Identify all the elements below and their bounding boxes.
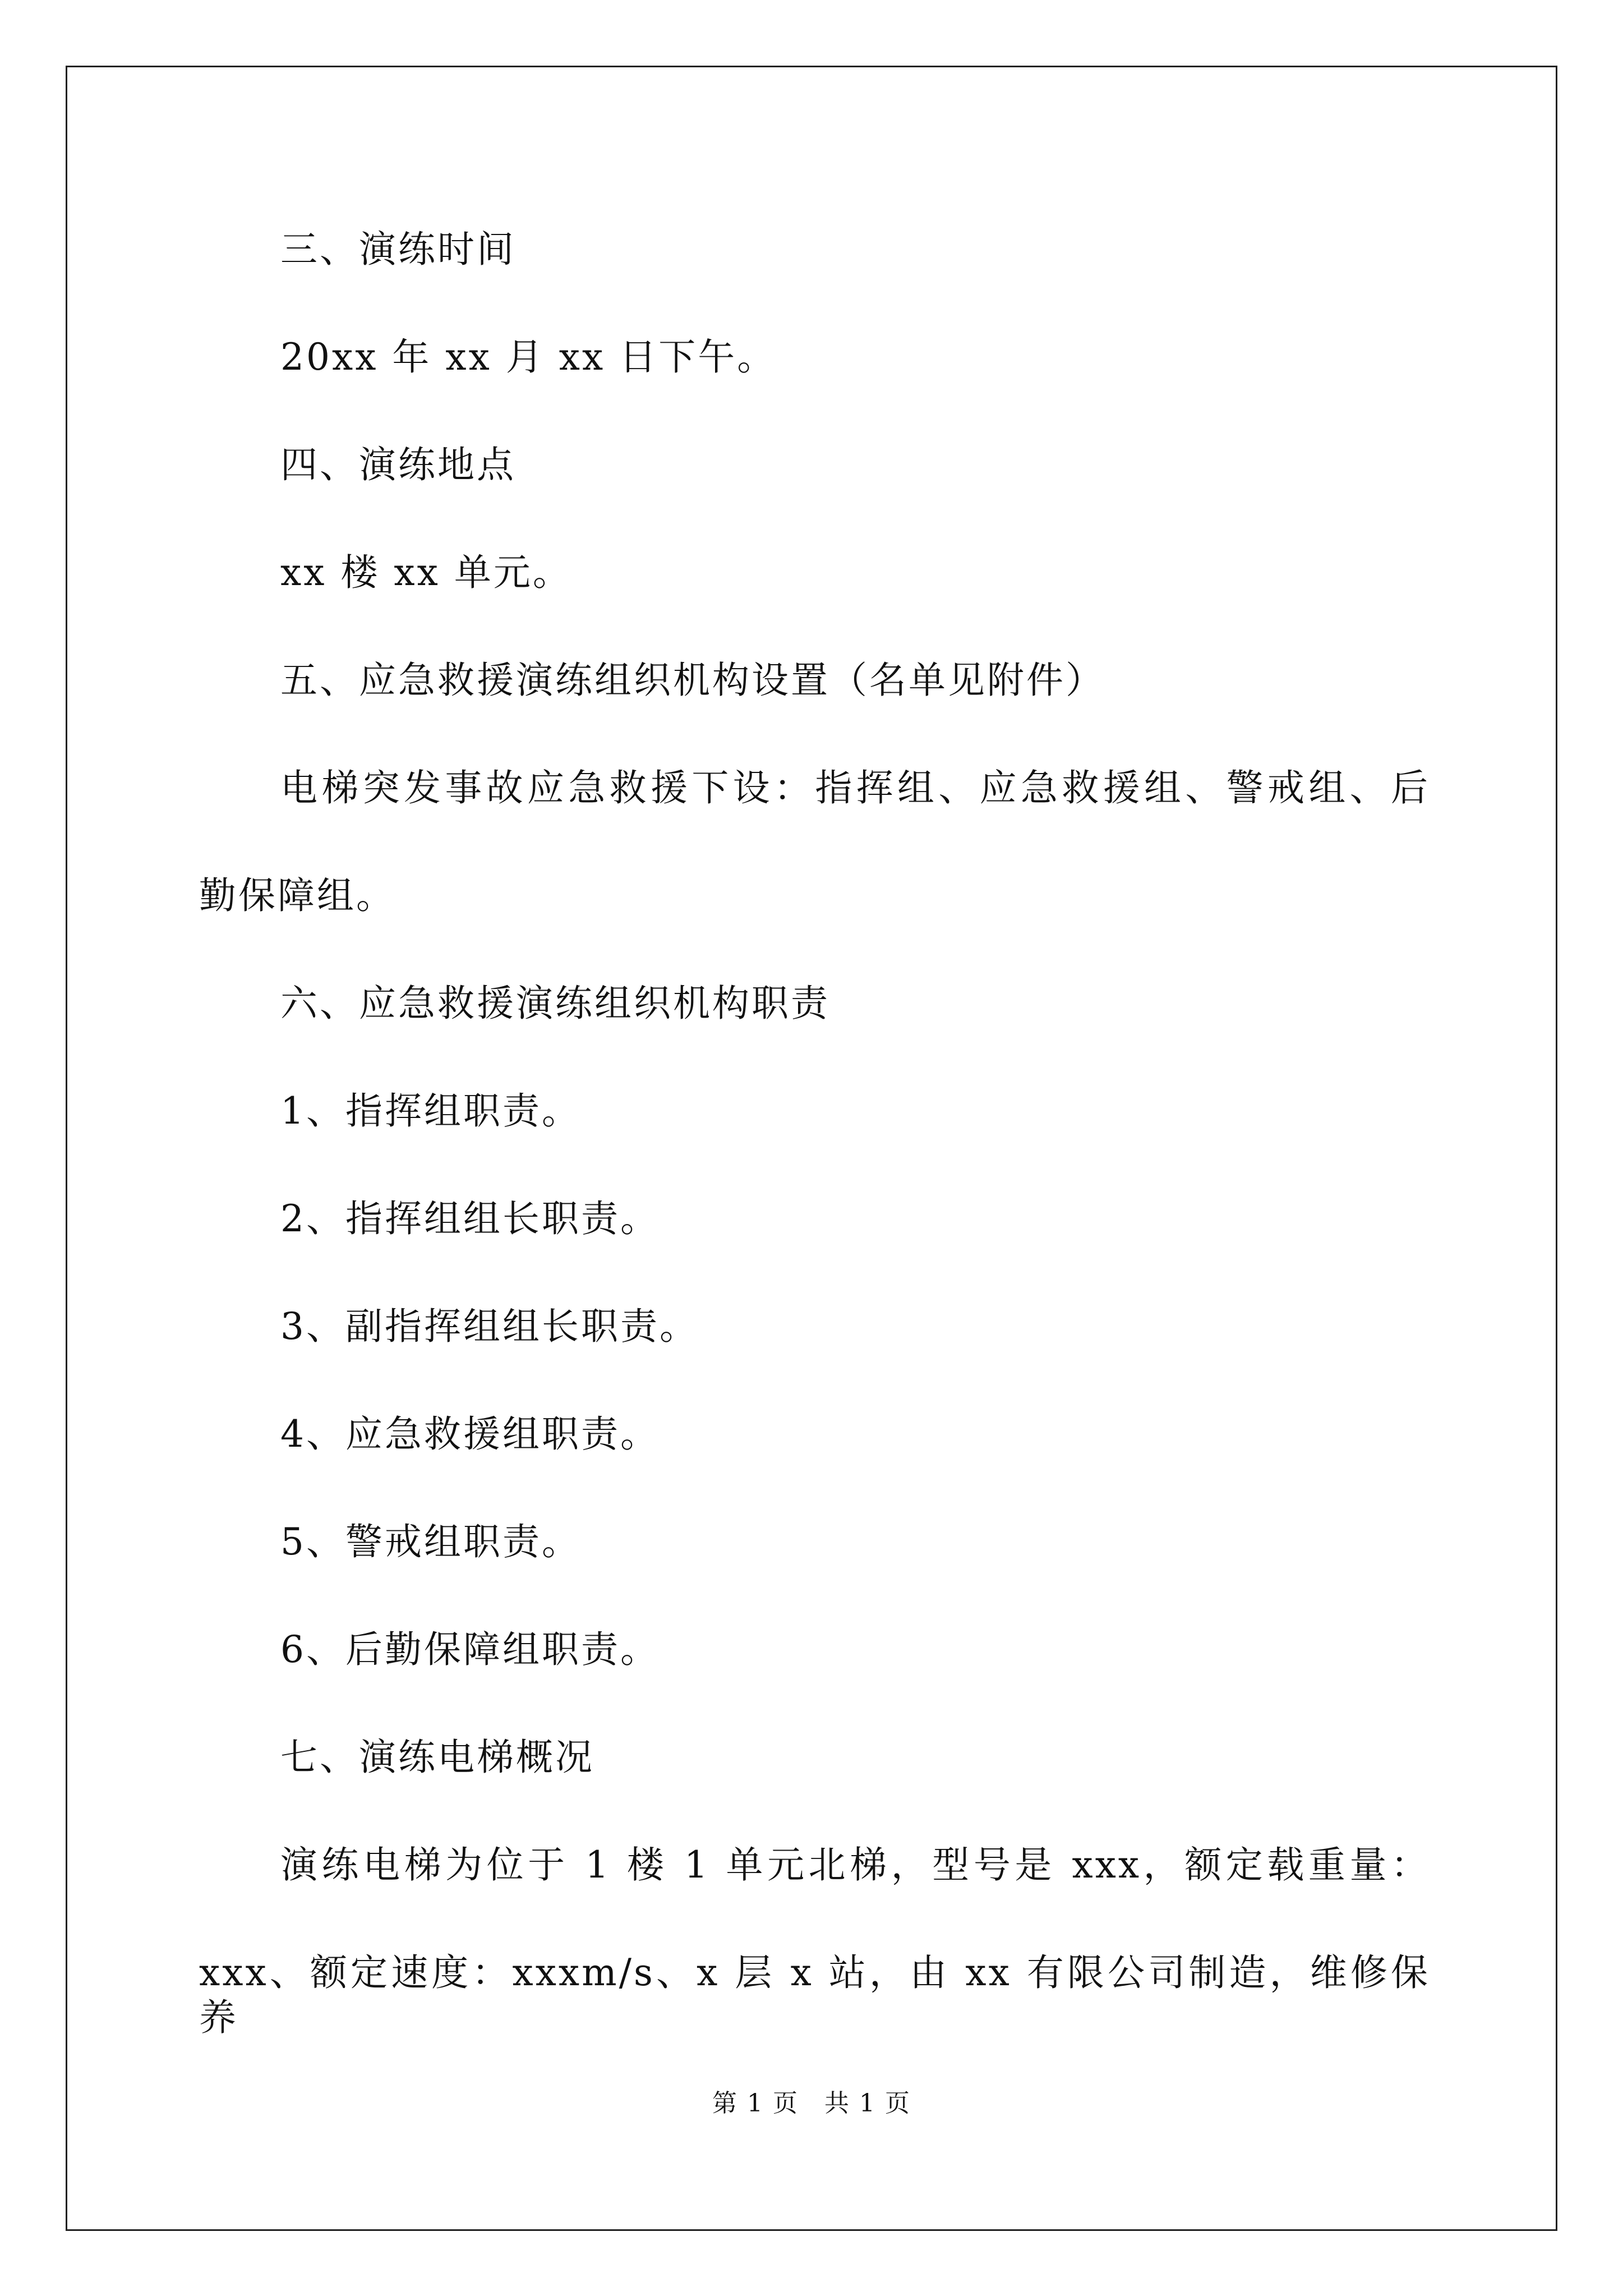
- list-item-1: 1、指挥组职责。: [280, 1089, 581, 1133]
- section-heading-location: 四、演练地点: [280, 443, 516, 486]
- list-item-2: 2、指挥组组长职责。: [280, 1197, 660, 1240]
- paragraph-elevator-line-1: 演练电梯为位于 1 楼 1 单元北梯，型号是 xxx，额定载重量：: [280, 1843, 1430, 1887]
- page-number: 第 1 页 共 1 页: [712, 2089, 911, 2118]
- section-heading-time: 三、演练时间: [280, 228, 516, 271]
- paragraph-location: xx 楼 xx 单元。: [280, 551, 572, 594]
- paragraph-time: 20xx 年 xx 月 xx 日下午。: [280, 335, 777, 379]
- paragraph-organization-line-1: 电梯突发事故应急救援下设：指挥组、应急救援组、警戒组、后: [280, 766, 1430, 809]
- list-item-5: 5、警戒组职责。: [280, 1520, 581, 1563]
- section-heading-organization: 五、应急救援演练组织机构设置（名单见附件）: [280, 659, 1105, 702]
- list-item-4: 4、应急救援组职责。: [280, 1412, 660, 1456]
- section-heading-elevator: 七、演练电梯概况: [280, 1736, 594, 1779]
- list-item-6: 6、后勤保障组职责。: [280, 1628, 660, 1671]
- paragraph-elevator-line-2: xxx、额定速度：xxxm/s、x 层 x 站，由 xx 有限公司制造，维修保养: [199, 1951, 1430, 2039]
- section-heading-responsibilities: 六、应急救援演练组织机构职责: [280, 982, 830, 1025]
- paragraph-organization-line-2: 勤保障组。: [199, 874, 395, 917]
- list-item-3: 3、副指挥组组长职责。: [280, 1305, 699, 1348]
